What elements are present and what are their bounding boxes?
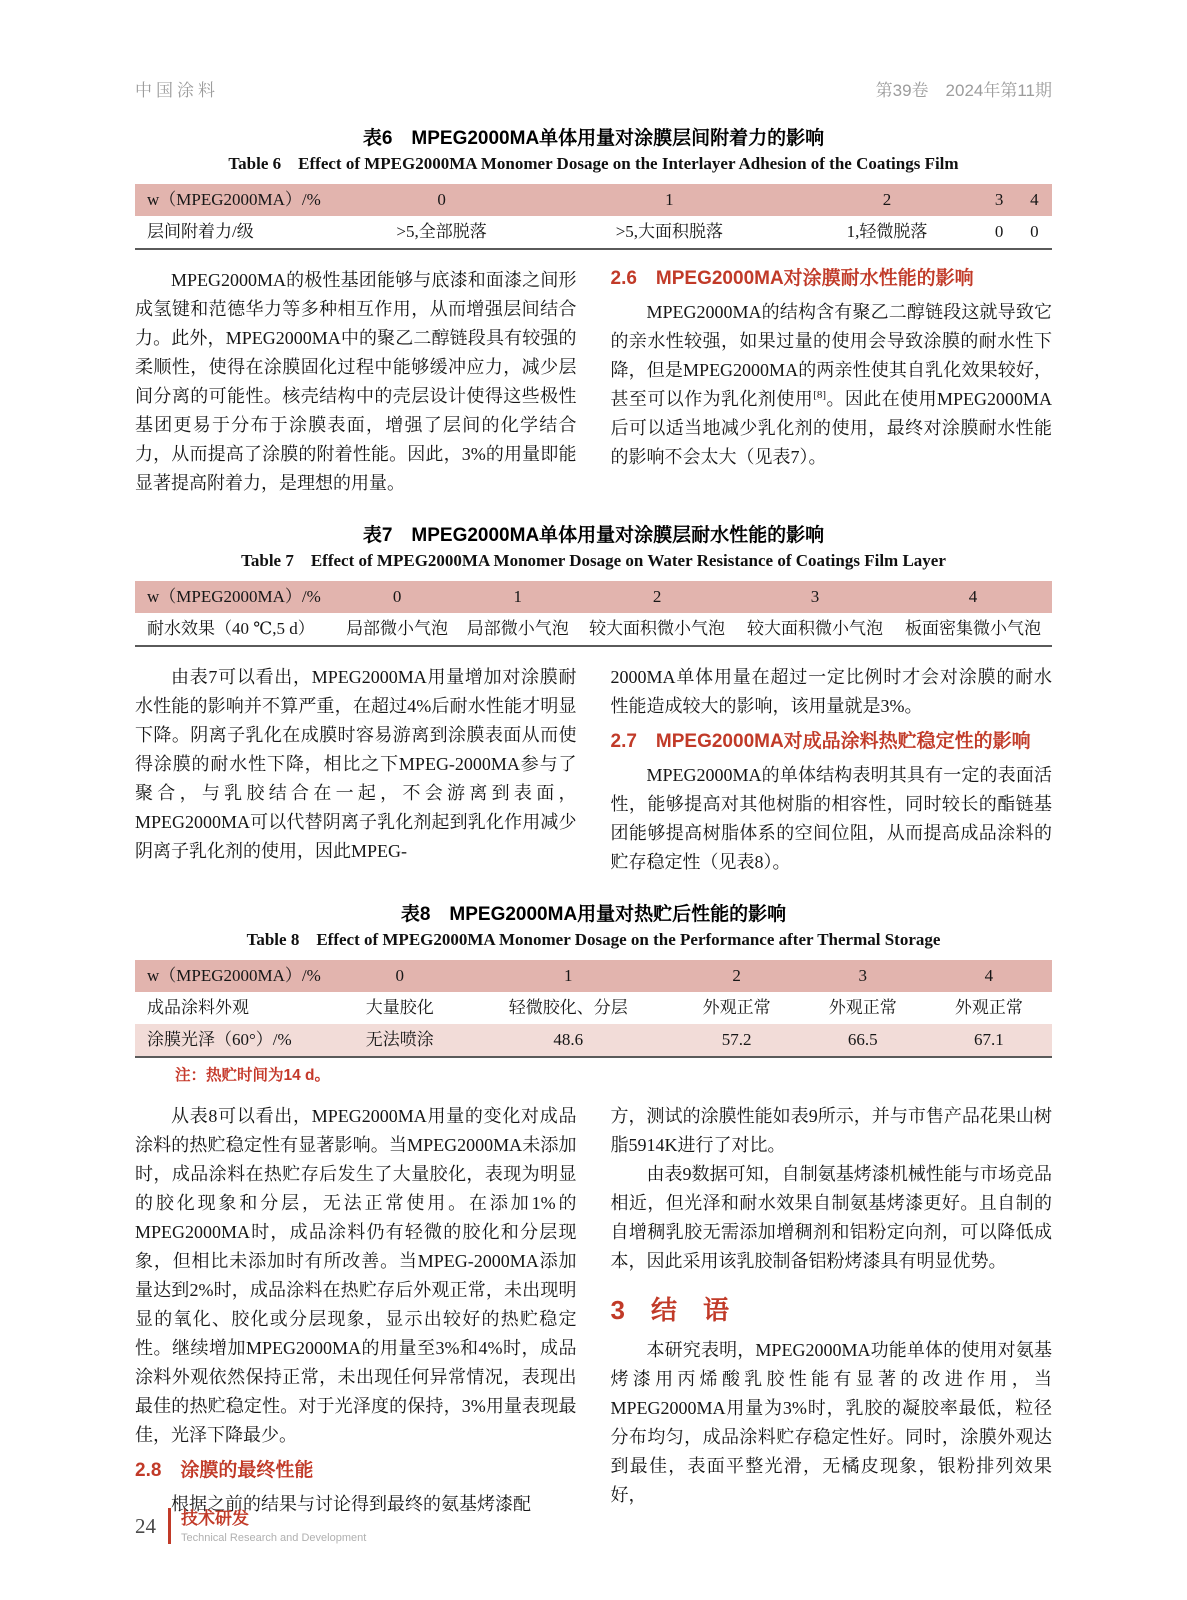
paragraph-final-performance-left: 根据之前的结果与讨论得到最终的氨基烤漆配 [171,1494,531,1514]
table-row [135,1024,1052,1057]
table8 [135,960,1052,1058]
table-cell: 涂膜光泽（60°）/% [147,1030,292,1049]
table-row [135,992,1052,1024]
table-header-cell: 3 [858,966,868,985]
table-cell: 板面密集微小气泡 [905,619,1041,638]
table7-block [135,524,1052,647]
table-header-cell: 2 [882,190,892,209]
section-heading-2-8: 2.8 涂膜的最终性能 [135,1460,314,1481]
table-header-cell: 2 [732,966,741,985]
running-head [135,0,1052,101]
table-header-cell: 1 [513,587,522,606]
table-cell: 较大面积微小气泡 [589,619,726,638]
table-header-cell: 4 [984,966,994,985]
table-header-cell: 2 [652,587,662,606]
table-cell: 层间附着力/级 [147,222,254,241]
table-header-cell: 3 [994,190,1004,209]
footer-section-sublabel: Technical Research and Development [181,1531,367,1544]
page-number: 24 [135,1513,156,1538]
table-cell: >5,全部脱落 [396,222,487,241]
paragraph-table8-discussion: 从表8可以看出，MPEG2000MA用量的变化对成品涂料的热贮稳定性有显著影响。当MPEG2000MA未添加时，成品涂料在热贮存后发生了大量胶化，表现为明显的胶化现象和分层，无法正常使用。在添加1%的MPEG2000MA时，成品涂料仍有轻微的胶化和分层现象，但相比未添加时有所改善。当MPEG-2000MA添加量达到2%时，成品涂料在热贮存后外观正常，未出现明显的氧化、胶化或分层现象，显示出较好的热贮稳定性。继续增加MPEG2000MA的用量至3%和4%时，成品涂料外观依然保持正常，未出现任何异常情况，表现出最佳的热贮稳定性。对于光泽度的保持，3%用量表现最佳，光泽下降最少。 [135,1106,577,1445]
table-cell: 0 [994,222,1004,241]
table-cell: 外观正常 [954,998,1023,1017]
table-cell: 外观正常 [828,998,897,1017]
table-header-cell: 1 [563,966,573,985]
table-header-cell: 0 [437,190,446,209]
paragraph-table7-discussion-left: 由表7可以看出，MPEG2000MA用量增加对涂膜耐水性能的影响并不算严重，在超过4%后耐水性能才明显下降。阴离子乳化在成膜时容易游离到涂膜表面从而使得涂膜的耐水性下降，相比之下MPEG-2000MA参与了聚合，与乳胶结合在一起，不会游离到表面，MPEG2000MA可以代替阴离子乳化剂起到乳化作用减少阴离子乳化剂的使用，因此MPEG- [135,667,577,861]
table-cell: 外观正常 [702,998,771,1017]
table-cell: 57.2 [721,1030,752,1049]
table-cell: 轻微胶化、分层 [508,998,628,1017]
paragraph-conclusion: 本研究表明，MPEG2000MA功能单体的使用对氨基烤漆用丙烯酸乳胶性能有显著的改进作用，当MPEG2000MA用量为3%时，乳胶的凝胶率最低，粒径分布均匀，成品涂料贮存稳定性好。同时，涂膜外观达到最佳，表面平整光滑，无橘皮现象，银粉排列效果好， [610,1340,1052,1505]
table-header-cell: w（MPEG2000MA）/% [147,190,321,209]
table6-title-en: Table 6 Effect of MPEG2000MA Monomer Dosage on the Interlayer Adhesion of the Coatings Film [228,154,959,173]
right-column-2 [611,663,1053,877]
paragraph-text: 。因此在使用MPEG2000MA后可以适当地减少乳化剂的使用，最终对涂膜耐水性能的影响不会太大（见表7）。 [610,389,1053,467]
table7-title-cn: 表7 MPEG2000MA单体用量对涂膜层耐水性能的影响 [362,525,825,546]
table6 [135,184,1052,250]
paragraph-water-resistance [611,298,1053,472]
table-cell: >5,大面积脱落 [615,222,724,241]
table-cell: 局部微小气泡 [466,619,569,638]
table-header-cell: w（MPEG2000MA）/% [147,587,321,606]
issue-info: 第39卷 2024年第11期 [875,81,1052,100]
citation-ref-8: [8] [813,389,827,401]
section-heading-2-7: 2.7 MPEG2000MA对成品涂料热贮稳定性的影响 [610,731,1031,752]
text-columns-3 [135,1102,1052,1519]
table-header-cell: 4 [968,587,978,606]
table6-block [135,127,1052,250]
table-cell: 耐水效果（40 ℃,5 d） [147,619,315,638]
table-cell: 0 [1030,222,1039,241]
left-column-1 [135,266,577,498]
table-cell: 1,轻微脱落 [846,222,928,241]
table7 [135,581,1052,647]
left-column-2 [135,663,577,877]
table-cell: 局部微小气泡 [346,619,449,638]
table-cell: 大量胶化 [365,998,434,1017]
paragraph-table9-discussion: 由表9数据可知，自制氨基烤漆机械性能与市场竞品相近，但光泽和耐水效果自制氨基烤漆更好。且自制的自增稠乳胶无需添加增稠剂和铝粉定向剂，可以降低成本，因此采用该乳胶制备铝粉烤漆具有明显优势。 [610,1164,1052,1271]
page-footer [135,1508,366,1544]
paragraph-final-performance-right: 方，测试的涂膜性能如表9所示，并与市售产品花果山树脂5914K进行了对比。 [610,1106,1052,1155]
table-header-row [135,184,1052,216]
section-heading-2-6: 2.6 MPEG2000MA对涂膜耐水性能的影响 [610,268,974,289]
journal-name: 中国涂料 [135,81,219,100]
table-cell: 48.6 [553,1030,584,1049]
table-header-cell: w（MPEG2000MA）/% [147,966,321,985]
table-cell: 67.1 [974,1030,1004,1049]
table-header-cell: 0 [392,587,402,606]
table-cell: 较大面积微小气泡 [747,619,884,638]
paragraph-adhesion: MPEG2000MA的极性基团能够与底漆和面漆之间形成氢键和范德华力等多种相互作用，从而增强层间结合力。此外，MPEG2000MA中的聚乙二醇链段具有较强的柔顺性，使得在涂膜固化过程中能够缓冲应力，减少层间分离的可能性。核壳结构中的壳层设计使得这些极性基团更易于分布于涂膜表面，增强了层间的化学结合力，从而提高了涂膜的附着性能。因此，3%的用量即能显著提高附着力，是理想的用量。 [135,270,577,493]
table-header-cell: 0 [395,966,405,985]
table8-title-en: Table 8 Effect of MPEG2000MA Monomer Dosage on the Performance after Thermal Storage [246,930,941,949]
table6-title-cn: 表6 MPEG2000MA单体用量对涂膜层间附着力的影响 [362,128,825,149]
table-header-cell: 3 [810,587,820,606]
table8-block [135,903,1052,1086]
table-cell: 66.5 [847,1030,878,1049]
table-row [135,613,1052,646]
table-header-cell: 1 [665,190,674,209]
table8-title-cn: 表8 MPEG2000MA用量对热贮后性能的影响 [400,904,787,925]
footer-labels [181,1509,366,1544]
table-cell: 无法喷涂 [365,1030,434,1049]
table-row [135,216,1052,249]
table-header-cell: 4 [1030,190,1039,209]
table7-title-en: Table 7 Effect of MPEG2000MA Monomer Dosage on Water Resistance of Coatings Film Layer [241,551,946,570]
text-columns-2 [135,663,1052,877]
footer-section-label: 技术研发 [181,1508,249,1528]
page-content [135,0,1052,1519]
paragraph-text: MPEG2000MA的结构含有聚乙二醇链段这就导致它的亲水性较强，如果过量的使用会导致涂膜的耐水性下降，但是MPEG2000MA的两亲性使其自乳化效果较好，甚至可以作为乳化剂使用 [610,302,1052,409]
table-header-row [135,581,1052,613]
section-heading-conclusion: 3 结 语 [610,1295,729,1325]
footer-divider [168,1508,171,1544]
table-cell: 成品涂料外观 [147,998,249,1017]
right-column-3 [611,1102,1053,1519]
table-header-row [135,960,1052,992]
text-columns-1 [135,266,1052,498]
table8-note: 注：热贮时间为14 d。 [175,1067,331,1084]
paragraph-table7-discussion-right: 2000MA单体用量在超过一定比例时才会对涂膜的耐水性能造成较大的影响，该用量就是3%。 [610,667,1052,716]
paragraph-thermal-storage: MPEG2000MA的单体结构表明其具有一定的表面活性，能够提高对其他树脂的相容性，同时较长的酯链基团能够提高树脂体系的空间位阻，从而提高成品涂料的贮存稳定性（见表8）。 [610,765,1052,872]
left-column-3 [135,1102,577,1519]
right-column-1 [611,266,1053,498]
